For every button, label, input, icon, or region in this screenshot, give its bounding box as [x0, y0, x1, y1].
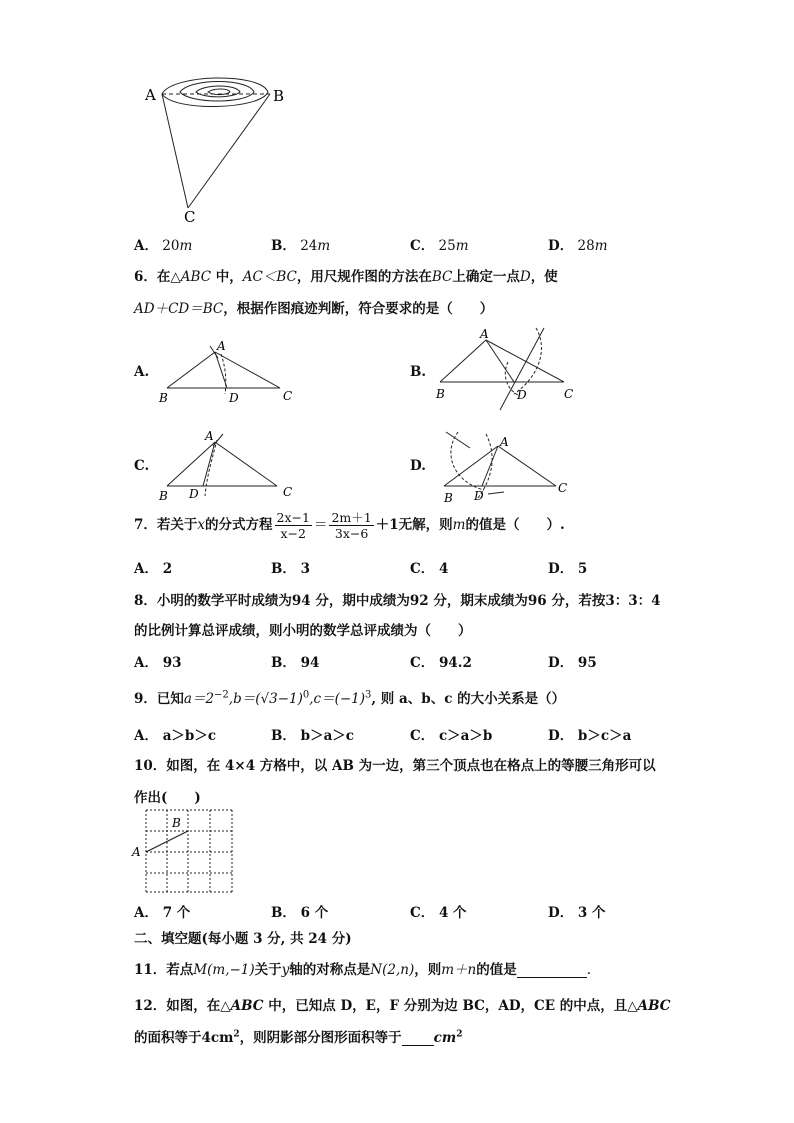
svg-text:A: A: [217, 339, 226, 353]
q6-option-c: C.: [134, 458, 150, 474]
svg-text:B: B: [159, 489, 168, 503]
q8-option-d: D． 95: [548, 655, 597, 671]
svg-text:B: B: [159, 391, 168, 405]
svg-text:D: D: [229, 391, 239, 405]
svg-text:C: C: [558, 481, 568, 495]
q9-stem: 9．已知$a=2^{-2},b=(√3-1)^0,c=(-1)^3$, 则 a、b、c 的大小关系是（）: [134, 689, 566, 707]
q10-grid-figure: [130, 806, 240, 896]
q11-stem: 11．若点M(m,−1)关于y轴的对称点是N(2,n)，则m＋n的值是 .: [134, 962, 592, 978]
q5-label-a: A: [145, 86, 156, 104]
q6-option-d: D.: [410, 458, 426, 474]
q10-option-a: A． 7 个: [134, 905, 191, 921]
svg-text:D: D: [474, 489, 484, 503]
q12-stem-line2: 的面积等于$4cm^2$，则阴影部分图形面积等于 $cm^2$: [134, 1029, 463, 1046]
svg-text:C: C: [283, 485, 293, 499]
q5-option-c: C． 25m: [410, 238, 469, 254]
q9-option-b: B． b＞a＞c: [271, 728, 355, 744]
q6-option-b: B.: [410, 364, 427, 380]
q7-option-c: C． 4: [410, 561, 449, 577]
q5-label-b: B: [273, 87, 285, 105]
svg-text:A: A: [132, 845, 141, 859]
q6-stem-line1: 6．在△ABC 中，AC＜BC，用尺规作图的方法在BC上确定一点D，使: [134, 269, 558, 285]
q7-option-a: A． 2: [134, 561, 173, 577]
q5-option-d: D． 28m: [548, 238, 608, 254]
q5-option-b: B． 24m: [271, 238, 331, 254]
q7-option-d: D． 5: [548, 561, 588, 577]
q10-stem-line1: 10．如图，在 4×4 方格中，以 AB 为一边，第三个顶点也在格点上的等腰三角形可以: [134, 758, 656, 774]
svg-text:D: D: [189, 487, 199, 501]
svg-text:B: B: [444, 491, 453, 505]
q6-stem-line2: AD＋CD＝BC，根据作图痕迹判断，符合要求的是（ ）: [134, 301, 494, 317]
q8-stem-line1: 8．小明的数学平时成绩为94 分，期中成绩为92 分，期末成绩为96 分，若按3：3：4: [134, 593, 661, 609]
q8-option-c: C． 94.2: [410, 655, 472, 671]
q6-figure-a: [155, 336, 305, 408]
svg-text:C: C: [564, 387, 574, 401]
q10-option-c: C． 4 个: [410, 905, 467, 921]
q6-figure-d: [432, 424, 582, 508]
q5-option-a: A． 20m: [134, 238, 193, 254]
q10-option-d: D． 3 个: [548, 905, 606, 921]
q12-stem-line1: 12．如图，在△ABC 中，已知点 D，E，F 分别为边 BC，AD，CE 的中点，且△ABC: [134, 998, 671, 1014]
svg-text:C: C: [283, 389, 293, 403]
q11-answer-blank[interactable]: [517, 963, 587, 978]
q10-stem-line2: 作出( ): [134, 790, 201, 806]
q12-answer-blank[interactable]: [402, 1031, 434, 1046]
q7-stem: 7．若关于x的分式方程 $\frac{2x-1}{x-2}$ ＝ $\frac{2m+1}{3x-6}$ ＋1无解，则m的值是（ ）.: [134, 510, 565, 541]
svg-text:B: B: [172, 816, 181, 830]
q8-option-b: B． 94: [271, 655, 320, 671]
svg-text:A: A: [205, 429, 214, 443]
q9-option-a: A． a＞b＞c: [134, 728, 217, 744]
q6-option-a: A.: [134, 364, 150, 380]
q6-figure-c: [155, 426, 305, 504]
svg-text:A: A: [500, 435, 509, 449]
q9-option-c: C． c＞a＞b: [410, 728, 493, 744]
q9-option-d: D． b＞c＞a: [548, 728, 632, 744]
svg-text:A: A: [480, 327, 489, 341]
q5-figure: [140, 68, 300, 228]
q8-option-a: A． 93: [134, 655, 182, 671]
section-2-heading: 二、填空题(每小题 3 分, 共 24 分): [134, 931, 352, 947]
svg-text:D: D: [517, 388, 527, 402]
q10-option-b: B． 6 个: [271, 905, 329, 921]
svg-text:B: B: [436, 387, 445, 401]
q6-figure-b: [432, 324, 582, 416]
q7-option-b: B． 3: [271, 561, 311, 577]
q8-stem-line2: 的比例计算总评成绩，则小明的数学总评成绩为（ ）: [134, 623, 472, 639]
q5-label-c: C: [184, 208, 196, 226]
